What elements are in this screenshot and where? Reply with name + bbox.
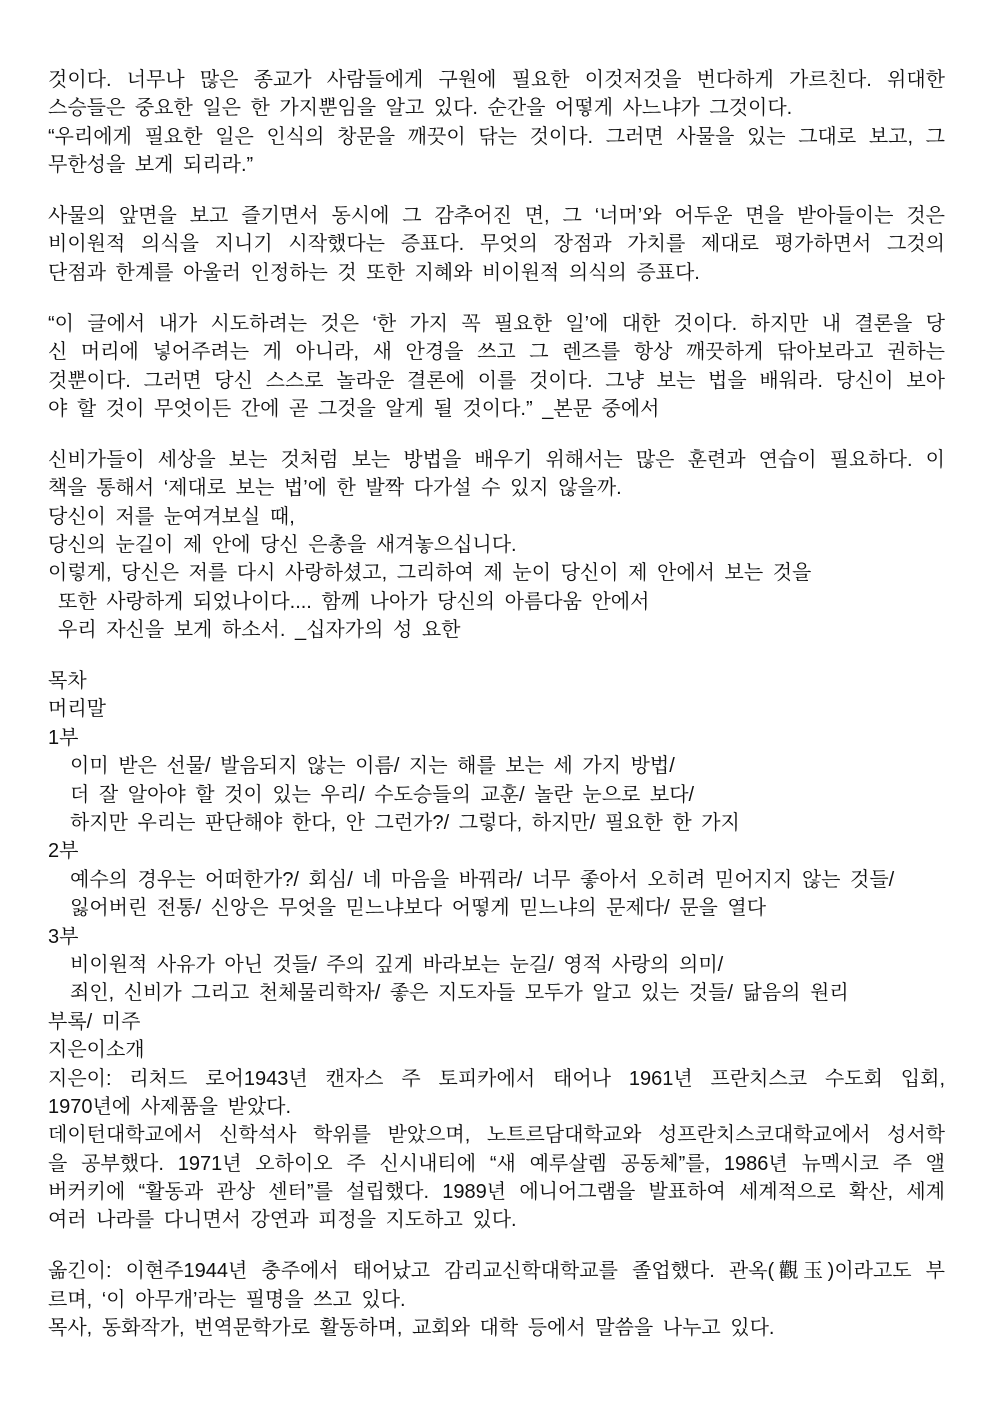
paragraph-nondual [48, 202, 945, 287]
text-line: 스승들은 중요한 일은 한 가지뿐임을 알고 있다. 순간을 어떻게 사느냐가 그것이다. [48, 97, 793, 120]
text-line: 무한성을 보게 되리라.” [48, 154, 254, 177]
text-line: 사물의 앞면을 보고 즐기면서 동시에 그 감추어진 면, 그 ‘너머’와 어두운 면을 받아들이는 것은 [48, 205, 945, 228]
paragraph-intro [48, 66, 945, 180]
translator-bio-line: 르며, ‘이 아무개’라는 필명을 쓰고 있다. [48, 1288, 406, 1311]
poem-line: 이렇게, 당신은 저를 다시 사랑하셨고, 그리하여 제 눈이 당신이 제 안에서 보는 것을 [48, 562, 812, 585]
author-bio-line: 지은이: 리처드 로어1943년 캔자스 주 토피카에서 태어나 1961년 프란치스코 수도회 입회, [48, 1067, 945, 1090]
poem-line: 또한 사랑하게 되었나이다.... 함께 나아가 당신의 아름다움 안에서 [58, 590, 650, 613]
toc-chapter-line: 비이원적 사유가 아닌 것들/ 주의 깊게 바라보는 눈길/ 영적 사랑의 의미/ [70, 953, 724, 976]
translator-bio-line: 옮긴이: 이현주1944년 충주에서 태어났고 감리교신학대학교를 졸업했다. 관옥(觀玉)이라고도 부 [48, 1260, 945, 1283]
citation: _본문 중에서 [542, 397, 660, 420]
text-line: 책을 통해서 ‘제대로 보는 법’에 한 발짝 다가설 수 있지 않을까. [48, 477, 622, 500]
toc-chapter-line: 더 잘 알아야 할 것이 있는 우리/ 수도승들의 교훈/ 놀란 눈으로 보다/ [70, 783, 695, 806]
poem-text: 우리 자신을 보게 하소서. [58, 619, 295, 642]
paragraph-quote [48, 310, 945, 424]
poem-line: 당신의 눈길이 제 안에 당신 은총을 새겨놓으십니다. [48, 533, 517, 556]
toc-item-author-intro: 지은이소개 [48, 1039, 145, 1062]
text-line: 신비가들이 세상을 보는 것처럼 보는 방법을 배우기 위해서는 많은 훈련과 연습이 필요하다. 이 [48, 448, 945, 471]
translator-bio-line: 목사, 동화작가, 번역문학가로 활동하며, 교회와 대학 등에서 말씀을 나누고 있다. [48, 1317, 775, 1340]
text-line: 신 머리에 넣어주려는 게 아니라, 새 안경을 쓰고 그 렌즈를 항상 깨끗하게 닦아보라고 권하는 [48, 341, 945, 364]
translator-bio [48, 1257, 945, 1342]
text-line: “우리에게 필요한 일은 인식의 창문을 깨끗이 닦는 것이다. 그러면 사물을 있는 그대로 보고, 그 [48, 125, 945, 148]
author-bio-line: 버커키에 “활동과 관상 센터”를 설립했다. 1989년 에니어그램을 발표하여 세계적으로 확산, 세계 [48, 1181, 945, 1204]
toc-item-preface: 머리말 [48, 698, 106, 721]
text-line: 것뿐이다. 그러면 당신 스스로 놀라운 결론에 이를 것이다. 그냥 보는 법을 배워라. 당신이 보아 [48, 369, 945, 392]
text-line: 비이원적 의식을 지니기 시작했다는 증표다. 무엇의 장점과 가치를 제대로 평가하면서 그것의 [48, 233, 945, 256]
document-body [48, 66, 945, 1343]
table-of-contents [48, 667, 945, 1235]
toc-part-title: 1부 [48, 726, 79, 749]
author-bio-line: 데이턴대학교에서 신학석사 학위를 받았으며, 노트르담대학교와 성프란치스코대학교에서 성서학 [48, 1124, 945, 1147]
toc-chapter-line: 하지만 우리는 판단해야 한다, 안 그런가?/ 그렇다, 하지만/ 필요한 한 가지 [70, 811, 740, 834]
poem-line [48, 616, 945, 644]
author-bio-line: 여러 나라를 다니면서 강연과 피정을 지도하고 있다. [48, 1209, 517, 1232]
text-line: 것이다. 너무나 많은 종교가 사람들에게 구원에 필요한 이것저것을 번다하게 가르친다. 위대한 [48, 69, 945, 91]
text-line: 단점과 한계를 아울러 인정하는 것 또한 지혜와 비이원적 의식의 증표다. [48, 261, 700, 284]
toc-part-title: 3부 [48, 925, 79, 948]
toc-chapter-line: 죄인, 신비가 그리고 천체물리학자/ 좋은 지도자들 모두가 알고 있는 것들/ 닮음의 원리 [70, 982, 849, 1005]
toc-item-appendix: 부록/ 미주 [48, 1010, 141, 1033]
paragraph-mystics [48, 446, 945, 645]
author-bio-line: 1970년에 사제품을 받았다. [48, 1095, 292, 1118]
text-line: “이 글에서 내가 시도하려는 것은 ‘한 가지 꼭 필요한 일’에 대한 것이다. 하지만 내 결론을 당 [48, 312, 945, 335]
toc-chapter-line: 잃어버린 전통/ 신앙은 무엇을 믿느냐보다 어떻게 믿느냐의 문제다/ 문을 열다 [70, 897, 767, 920]
toc-chapter-line: 예수의 경우는 어떠한가?/ 회심/ 네 마음을 바꿔라/ 너무 좋아서 오히려 믿어지지 않는 것들/ [70, 868, 895, 891]
poem-line: 당신이 저를 눈여겨보실 때, [48, 505, 295, 528]
toc-part-title: 2부 [48, 840, 79, 863]
toc-heading: 목차 [48, 670, 87, 693]
text-line [48, 395, 945, 423]
toc-chapter-line: 이미 받은 선물/ 발음되지 않는 이름/ 지는 해를 보는 세 가지 방법/ [70, 755, 675, 778]
author-bio-line: 을 공부했다. 1971년 오하이오 주 신시내티에 “새 예루살렘 공동체”를, 1986년 뉴멕시코 주 앨 [48, 1152, 945, 1175]
quote-text: 야 할 것이 무엇이든 간에 곧 그것을 알게 될 것이다.” [48, 397, 543, 420]
citation: _십자가의 성 요한 [294, 619, 461, 642]
